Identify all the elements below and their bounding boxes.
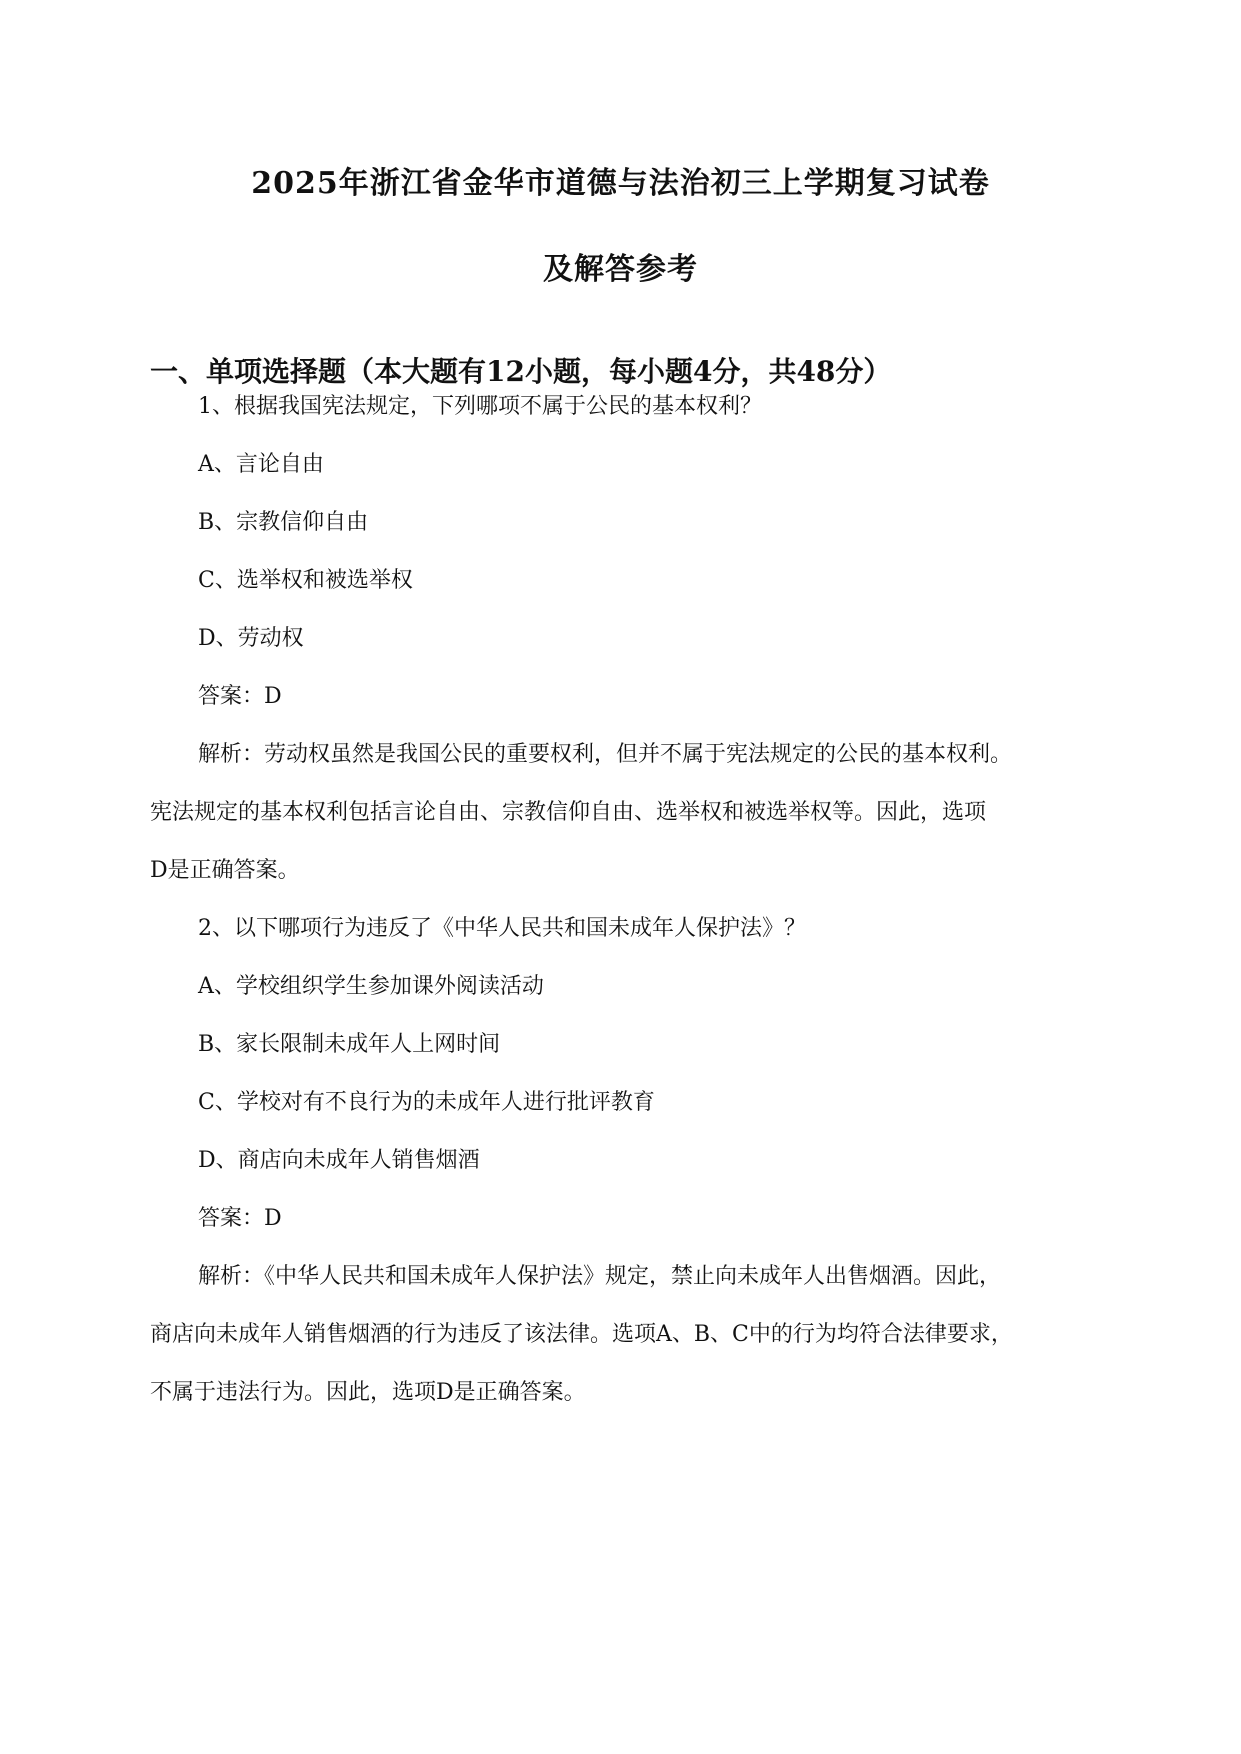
question-2-option-a: A、学校组织学生参加课外阅读活动	[198, 974, 544, 999]
question-2-option-c: C、学校对有不良行为的未成年人进行批评教育	[198, 1090, 655, 1115]
question-1-answer: 答案：D	[198, 684, 282, 709]
question-2-stem: 2、以下哪项行为违反了《中华人民共和国未成年人保护法》？	[198, 916, 806, 941]
document-subtitle: 及解答参考	[543, 252, 698, 287]
question-1-analysis-line-3: D是正确答案。	[150, 858, 300, 883]
question-1-analysis-line-2: 宪法规定的基本权利包括言论自由、宗教信仰自由、选举权和被选举权等。因此，选项	[150, 800, 987, 825]
question-2-analysis-line-1: 解析：《中华人民共和国未成年人保护法》规定，禁止向未成年人出售烟酒。因此，	[198, 1264, 1002, 1289]
question-1-option-d: D、劳动权	[198, 626, 304, 651]
question-2-option-b: B、家长限制未成年人上网时间	[198, 1032, 501, 1057]
question-2-analysis-line-2: 商店向未成年人销售烟酒的行为违反了该法律。选项A、B、C中的行为均符合法律要求，	[150, 1322, 1013, 1347]
question-1-analysis-line-1: 解析：劳动权虽然是我国公民的重要权利，但并不属于宪法规定的公民的基本权利。	[198, 742, 1013, 767]
question-2-option-d: D、商店向未成年人销售烟酒	[198, 1148, 480, 1173]
document-title: 2025年浙江省金华市道德与法治初三上学期复习试卷	[251, 166, 990, 201]
question-1-stem: 1、根据我国宪法规定，下列哪项不属于公民的基本权利？	[198, 394, 762, 419]
section-heading: 一、单项选择题（本大题有12小题，每小题4分，共48分）	[150, 355, 892, 388]
question-1-option-a: A、言论自由	[198, 452, 324, 477]
question-2-analysis-line-3: 不属于违法行为。因此，选项D是正确答案。	[150, 1380, 586, 1405]
question-2-answer: 答案：D	[198, 1206, 282, 1231]
question-1-option-b: B、宗教信仰自由	[198, 510, 369, 535]
question-1-option-c: C、选举权和被选举权	[198, 568, 413, 593]
